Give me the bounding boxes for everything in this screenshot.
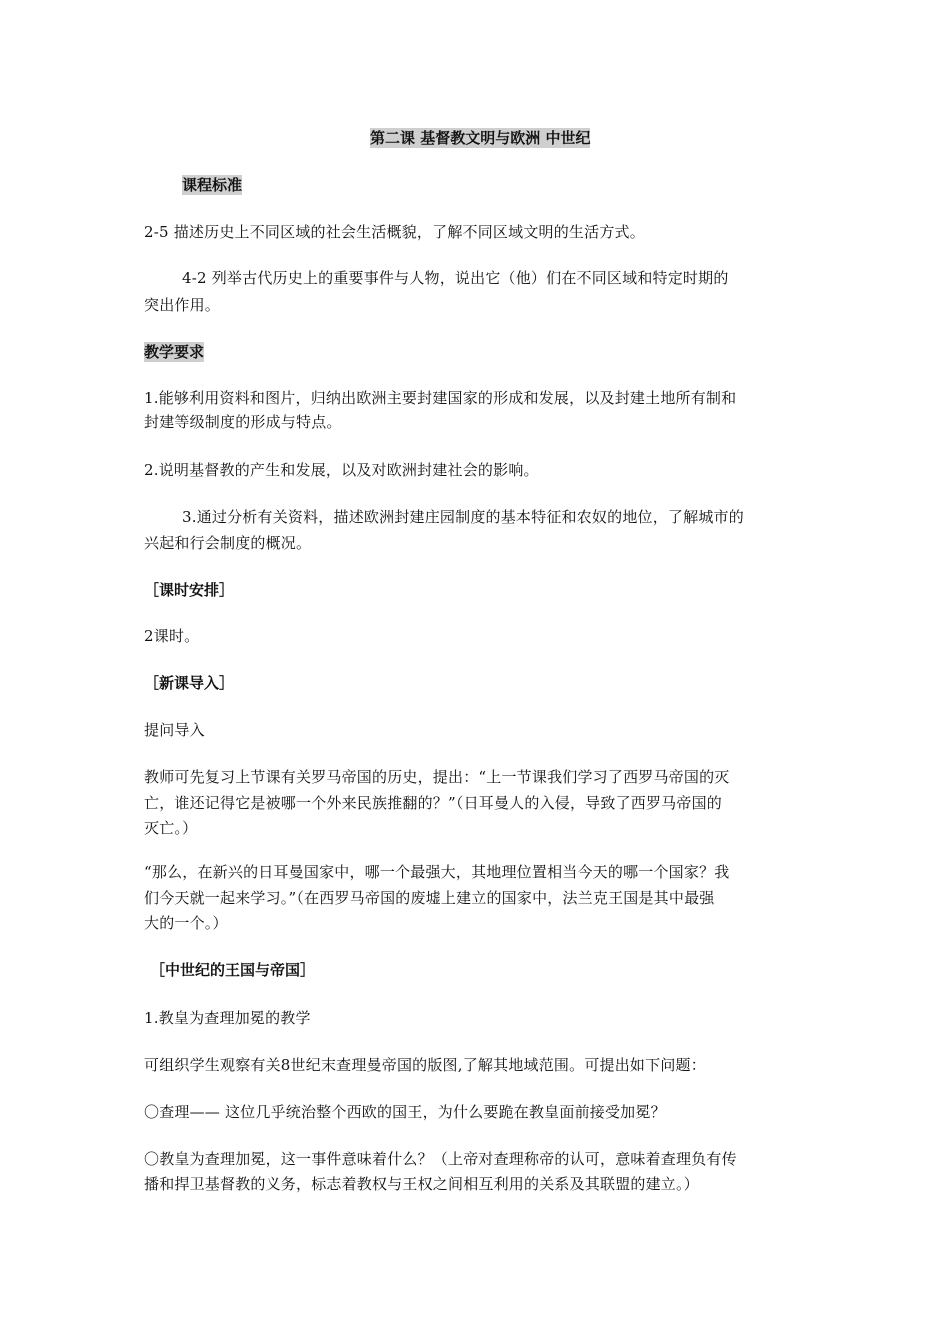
section-1-question-2-line2: 播和捍卫基督教的义务，标志着教权与王权之间相互利用的关系及其联盟的建立。） [144,1175,699,1193]
section-heading: ［中世纪的王国与帝国］ [150,961,316,979]
requirement-3-line2: 兴起和行会制度的概况。 [144,534,312,552]
page-title: 第二课 基督教文明与欧洲 中世纪 [370,129,591,147]
standard-4-2-line1: 4-2 列举古代历史上的重要事件与人物，说出它（他）们在不同区域和特定时期的 [182,269,729,287]
section-1-question-2-line1: 〇教皇为查理加冕，这一事件意味着什么？（上帝对查理称帝的认可，意味着查理负有传 [144,1150,737,1168]
intro-paragraph-2-line2: 们今天就一起来学习。”（在西罗马帝国的废墟上建立的国家中，法兰克王国是其中最强 [144,889,715,907]
intro-method: 提问导入 [144,721,205,739]
intro-paragraph-2-line1: “那么，在新兴的日耳曼国家中，哪一个最强大，其地理位置相当今天的哪一个国家？我 [144,863,730,881]
intro-paragraph-2-line3: 大的一个。） [144,914,228,932]
intro-paragraph-1-line1: 教师可先复习上节课有关罗马帝国的历史，提出：“上一节课我们学习了西罗马帝国的灭 [144,768,730,786]
schedule-text: 2课时。 [144,627,200,645]
requirement-3-line1: 3.通过分析有关资料，描述欧洲封建庄园制度的基本特征和农奴的地位，了解城市的 [182,508,744,526]
section-1-paragraph: 可组织学生观察有关8世纪末查理曼帝国的版图,了解其地域范围。可提出如下问题： [144,1056,706,1074]
intro-paragraph-1-line3: 灭亡。） [144,819,198,837]
section-1-question-1: 〇查理—— 这位几乎统治整个西欧的国王，为什么要跪在教皇面前接受加冕？ [144,1103,666,1121]
section-1-title: 1.教皇为查理加冕的教学 [144,1009,311,1027]
intro-paragraph-1-line2: 亡，谁还记得它是被哪一个外来民族推翻的？”（日耳曼人的入侵，导致了西罗马帝国的 [144,794,722,812]
standard-4-2-line2: 突出作用。 [144,296,221,314]
requirement-1-line1: 1.能够利用资料和图片，归纳出欧洲主要封建国家的形成和发展，以及封建土地所有制和 [144,389,737,407]
intro-heading: ［新课导入］ [144,674,235,692]
schedule-heading: ［课时安排］ [144,581,235,599]
requirement-2: 2.说明基督教的产生和发展，以及对欧洲封建社会的影响。 [144,461,539,479]
curriculum-heading: 课程标准 [182,176,243,194]
requirement-1-line2: 封建等级制度的形成与特点。 [144,413,342,431]
requirements-heading: 教学要求 [144,343,205,361]
standard-2-5: 2-5 描述历史上不同区域的社会生活概貌，了解不同区域文明的生活方式。 [144,223,645,241]
